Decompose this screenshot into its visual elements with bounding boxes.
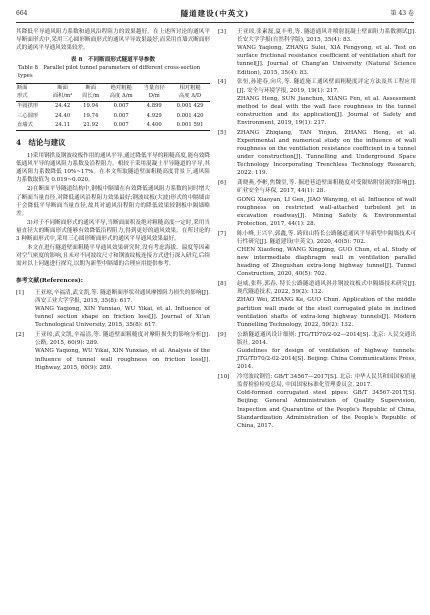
reference-text-en: WANG Yaqiong, XIN Yunxiao, WU Yikai, et al. Influence of tunnel section shape on friction loss[J]. Journal of Xi'an Technological University, 2015, 35(8): 617. (35, 306, 210, 329)
reference-item (218, 373, 416, 430)
reference-number: [10] (218, 374, 230, 381)
table-cell: 0.007 (113, 103, 129, 110)
page-number: 664 (16, 10, 28, 17)
reference-text-en: Cold-formed corrugated steel pipes: GB/T 34567-2017[S]. Beijing: General Administration of Quality Supervision, Inspection and Quarantine of the People's Republic of China, Standardization Administration of the People's Republic of China, 2017. (237, 390, 416, 429)
reference-number: [5] (218, 129, 226, 136)
parameters-table (16, 83, 210, 131)
table-cell: 直墙式 (16, 121, 48, 131)
table-cell: 19.94 (83, 103, 99, 110)
table-cell: 0.001 420 (176, 112, 204, 119)
reference-number: [6] (218, 180, 226, 187)
reference-item (16, 331, 210, 372)
reference-number: [3] (218, 29, 226, 35)
table-header-row (16, 93, 210, 102)
table-header-cell: D/m (138, 93, 170, 102)
table-cell: 0.007 (104, 121, 138, 131)
right-column (218, 28, 416, 432)
reference-text-en: WANG Yaqiong, WU Yikai, XIN Yunxiao, et al. Analysis of the influence of tunnel wall roughness on friction loss[J]. Highway, 2015, 60(9): 289. (35, 348, 210, 371)
reference-text-cn: 公路隧道通风设计细则: JTG/TD70/2-02—2014[S]. 北京: 人民交通出版社, 2014. (237, 331, 416, 346)
table-caption-en: Table 8 Parallel pilot tunnel parameters of different cross-section types (18, 65, 201, 80)
table-cell: 三心圆形 (17, 112, 39, 119)
table-cell: 24.42 (55, 103, 71, 110)
table-header-cell: 断面 (16, 84, 48, 93)
reference-number: [1] (16, 289, 24, 296)
references-heading: 参考文献(References): (16, 277, 83, 284)
reference-item (218, 230, 416, 279)
left-column (16, 28, 210, 374)
table-header-cell: 形式 (16, 93, 48, 102)
reference-text-en: GONG Xiaoyan, LI Gen, JIAO Wanying, et al. Influence of wall roughness on restricted wall-attached turbulent jet in excavation roadway[J]. Mining Safety & Environmental Protection, 2017, 44(1): 28. (237, 196, 416, 227)
table-header-cell: 周长/m (77, 93, 104, 102)
reference-text-cn: 张恒,孙建春,向兵,等. 隧道施工通风壁面粗糙度评定方法及其工程应用[J]. 安全与环境学报, 2019, 19(1): 217. (237, 79, 416, 94)
reference-text-en: CHEN Xiaofeng, WANG Xingping, GUO Chun, et al. Study of new intermediate diaphragm wall in ventilation parallel heading of Zhegushan extra-long highway tunnel[J]. Tunnel Construction, 2020, 40(5): 702. (237, 247, 416, 278)
table-caption-cn: 表 8 不同断面形式隧道平导参数 (70, 57, 156, 64)
table-header-cell: 相对粗糙 (170, 84, 210, 93)
table-header-cell: 绝对粗糙 (104, 84, 138, 93)
table-cell: 半圆拱形 (17, 103, 39, 110)
reference-text-cn: 龚晓燕,李彬,焦魏堂,等. 掘进巷道壁面粗糙度对受限贴附射流的影响[J]. 矿业安全与环保, 2017, 44(1): 28. (237, 180, 416, 195)
reference-item (218, 78, 416, 127)
reference-text-cn: 王亚琼,武文凯,辛福清,等. 隧道壁面粗糙度对摩阻损失的影响分析[J]. 公路, 2015, 60(9): 289. (35, 332, 210, 347)
table-cell: 24.11 (48, 121, 78, 131)
reference-item (218, 179, 416, 228)
reference-number: [4] (218, 79, 226, 86)
reference-text-en: ZHANG Heng, SUN Jianchun, XIANG Fen, et al. Assessment method to deal with the wall face roughness in the tunnel construction and its application[J]. Journal of Safety and Environment, 2019, 19(1): 217. (237, 95, 416, 126)
reference-item (16, 289, 210, 330)
table-header-cell: 高度 Δ/D (170, 93, 210, 102)
table-cell: 24.40 (55, 112, 71, 119)
table-cell: 19.74 (83, 112, 99, 119)
reference-text-cn: 王亚琼,辛福清,武文凯,等. 隧道断面形状对通风摩擦阻力损失的影响[J]. 西安工业大学学报, 2015, 35(8): 617. (35, 289, 210, 304)
table-header-row (16, 84, 210, 93)
table-header-cell: 面积/m² (48, 93, 78, 102)
reference-text-en: Guidelines for design of ventilation of highway tunnels: JTG/TD70/2-02-2014[S]. Beijing: China Communications Press, 2014. (237, 347, 416, 371)
reference-text-en: WANG Yaqiong, ZHANG Sulei, XIA Fengyong, et al. Test on surface frictional resistance coefficient of ventilation shaft for tunnel[J]. Journal of Chang'an University (Natural Science Edition), 2015, 35(4): 83. (237, 45, 416, 76)
table-row (16, 102, 210, 112)
table-cell: 0.001 591 (170, 121, 210, 131)
table-row (16, 121, 210, 131)
table-header-cell: 断面 (48, 84, 78, 93)
table-cell: 4.929 (146, 112, 162, 119)
table-cell: 4.400 (138, 121, 170, 131)
running-header (16, 8, 414, 23)
table-cell: 4.899 (146, 103, 162, 110)
table-cell: 21.92 (77, 121, 104, 131)
table-header-cell: 断面 (77, 84, 104, 93)
table-header-cell: 高度 Δ/m (104, 93, 138, 102)
reference-item (218, 331, 416, 372)
body-paragraph: 2)在断面平导隧道结构中,钢板中隔墙在有效降低通风阻力系数的同时增大了断面当量直径,对降低通风沿程阻力效果最好;钢波纹板(大波)形式的中隔墙由于会降低平导断面当量直径,故其对通风沿程阻力的降低效果较钢板中隔墙略差。 (16, 186, 210, 217)
body-paragraph: 1)采用钢拱及钢波纹板作用的通风平导,通过降低平导的粗糙高度,能有效降低通风平导的通风阻力系数及沿程阻力。相较于采用混凝土平导隧道的平导,其通风阻力系数降低 10%~17%。在本文所取隧道壁面粗糙高度背景下,通风阻力系数取值为 0.019~0.020。 (16, 152, 210, 184)
reference-text-en: ZHAO Wei, ZHANG Ke, GUO Chun. Application of the middle partition wall made of the steel corrugated plate in inclined ventilation shafts of extra-long highway tunnels[J]. Modern Tunnelling Technology, 2022, 59(2): 132. (237, 297, 416, 328)
reference-item (218, 28, 416, 77)
intro-paragraph: 其降低平导通风阻力系数和通风沿程阻力的效果越好。在上述所讨论的通风平导断面形式中,采用三心圆形断面形式的通风平导效果最好,而采用直墙式断面形式的通风平导通风效果较差。 (16, 29, 210, 52)
table-row (16, 112, 210, 121)
section-heading: 4 结论与建议 (16, 138, 66, 148)
body-paragraph: 本文在进行隧道壁面粗糙平导通风效果研究时,没有考虑海拔、温度等因素对空气密度的影响,且未对不同波纹尺寸和钢波纹板连接方式进行深入研究,后续需对以上问题进行探究,以期为新型中隔墙的合理应用提供参考。 (16, 245, 210, 268)
volume-label: 第 43 卷 (390, 10, 414, 17)
reference-number: [8] (218, 281, 226, 288)
reference-text-en: ZHANG Zhiqiang, TAN Yinjun, ZHANG Heng, et al. Experimental and numerical study on the influence of wall roughness on the ventilation resistance coefficient in a tunnel under construction[J]. Tunnelling and Underground Space Technology Incorporating Trenchless Technology Research, 2022: 119. (237, 129, 416, 177)
reference-text-cn: 冷弯波纹钢管: GB/T 34567—2017[S]. 北京: 中华人民共和国国家质量监督检验检疫总局, 中国国家标准化管理委员会, 2017. (237, 374, 416, 389)
reference-text-cn: 王亚琼,张素磊,夏丰勇,等. 隧道通风井喷射混凝土壁面阻力系数测试[J]. 长安大学学报(自然科学版), 2015, 35(4): 83. (237, 29, 416, 44)
reference-number: [9] (218, 331, 226, 338)
reference-text-cn: 赵威,张科,郭春. 特长公路隧道通风斜井钢波纹板式中隔墙技术研究[J]. 现代隧道技术, 2022, 59(2): 132. (237, 281, 416, 296)
reference-text-cn: 陈小峰,王兴平,郭鑫,等. 跨间山特长公路隧道通风平导新型中隔墙技术可行性研究[J]. 隧道建设(中英文), 2020, 40(5): 702. (237, 230, 416, 245)
table-cell: 0.007 (113, 112, 129, 119)
reference-number: [2] (16, 332, 24, 339)
body-paragraph: 3)对于不同断面形式的通风平导,当断面面积及绝对粗糙高度一定时,采用当量直径大的断面形式能够有效降低沿程阻力,得到更好的通风效果。在所讨论的 3 种断面形式中,采用三心圆形断面形式的通风平导通风效果最好。 (16, 219, 210, 243)
reference-item (218, 129, 416, 178)
table-cell: 0.001 429 (176, 103, 204, 110)
reference-number: [7] (218, 230, 226, 237)
table-header-cell: 当量直径 (138, 84, 170, 93)
reference-item (218, 280, 416, 329)
journal-title: 隧道建设(中英文) (180, 9, 250, 18)
